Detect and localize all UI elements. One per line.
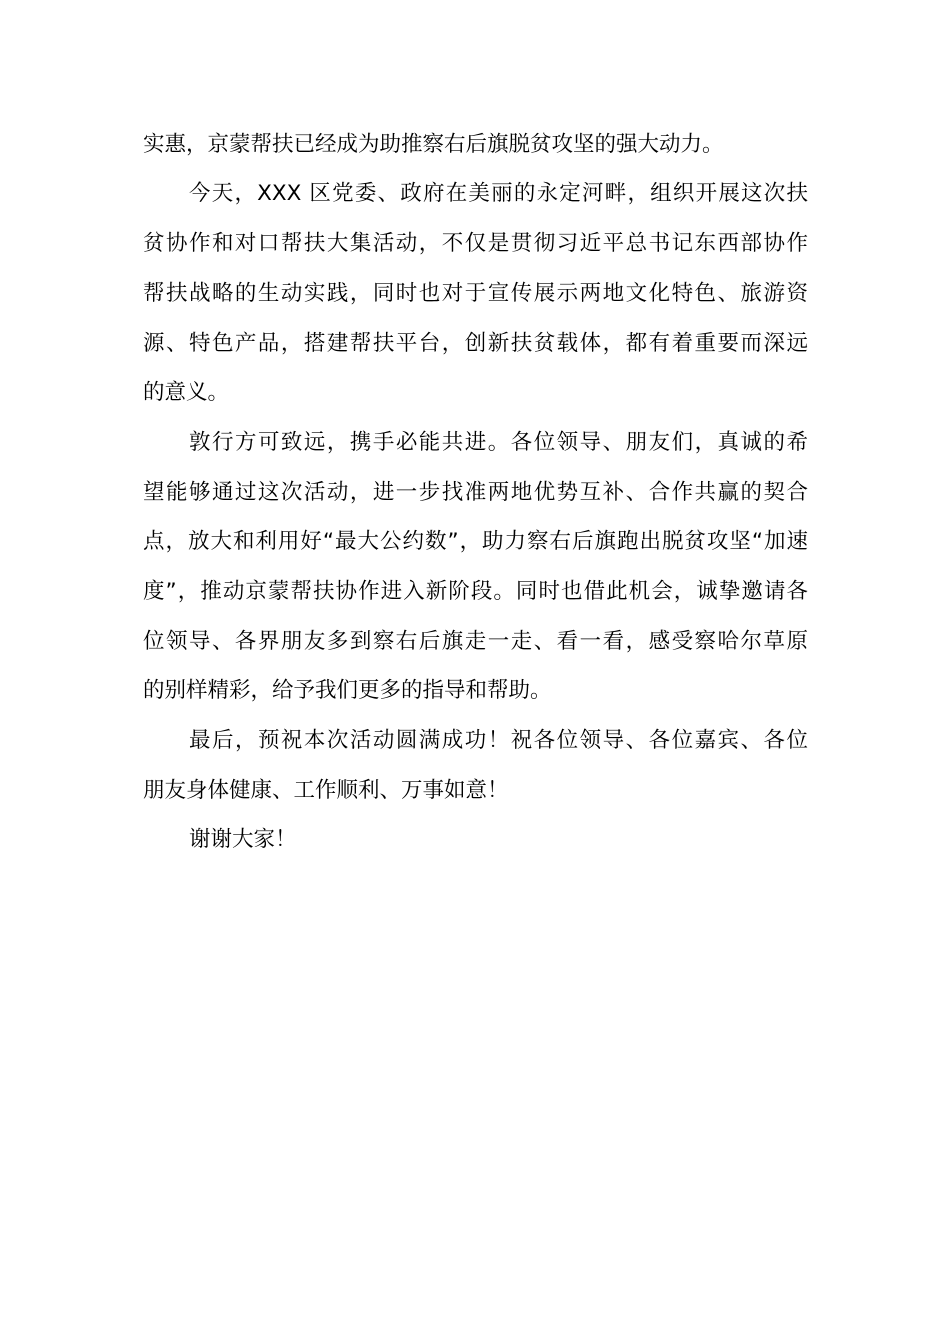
paragraph-2-line-4: 源、特色产品，搭建帮扶平台，创新扶贫载体，都有着重要而深远 bbox=[143, 331, 808, 356]
paragraph-3-line-2: 望能够通过这次活动，进一步找准两地优势互补、合作共赢的契合 bbox=[143, 480, 808, 505]
paragraph-3-line-5: 位领导、各界朋友多到察右后旗走一走、看一看，感受察哈尔草原 bbox=[143, 629, 808, 654]
paragraph-4-line-2: 朋友身体健康、工作顺利、万事如意！ bbox=[143, 778, 509, 803]
paragraph-2-line-5: 的意义。 bbox=[143, 380, 230, 405]
paragraph-1-line-1: 实惠，京蒙帮扶已经成为助推察右后旗脱贫攻坚的强大动力。 bbox=[143, 132, 724, 157]
paragraph-3-line-4: 度”，推动京蒙帮扶协作进入新阶段。同时也借此机会，诚挚邀请各 bbox=[143, 579, 808, 604]
paragraph-2-line-3: 帮扶战略的生动实践，同时也对于宣传展示两地文化特色、旅游资 bbox=[143, 281, 808, 306]
paragraph-3-line-3: 点，放大和利用好“最大公约数”，助力察右后旗跑出脱贫攻坚“加速 bbox=[143, 529, 808, 554]
paragraph-3-line-1: 敦行方可致远，携手必能共进。各位领导、朋友们，真诚的希 bbox=[189, 430, 808, 455]
paragraph-3-line-6: 的别样精彩，给予我们更多的指导和帮助。 bbox=[143, 678, 552, 703]
paragraph-2-line-2: 贫协作和对口帮扶大集活动，不仅是贯彻习近平总书记东西部协作 bbox=[143, 231, 808, 256]
paragraph-4-line-1: 最后，预祝本次活动圆满成功！祝各位领导、各位嘉宾、各位 bbox=[189, 728, 808, 753]
paragraph-2-line-1: 今天，XXX 区党委、政府在美丽的永定河畔，组织开展这次扶 bbox=[189, 181, 808, 206]
closing-thanks: 谢谢大家！ bbox=[189, 827, 297, 852]
